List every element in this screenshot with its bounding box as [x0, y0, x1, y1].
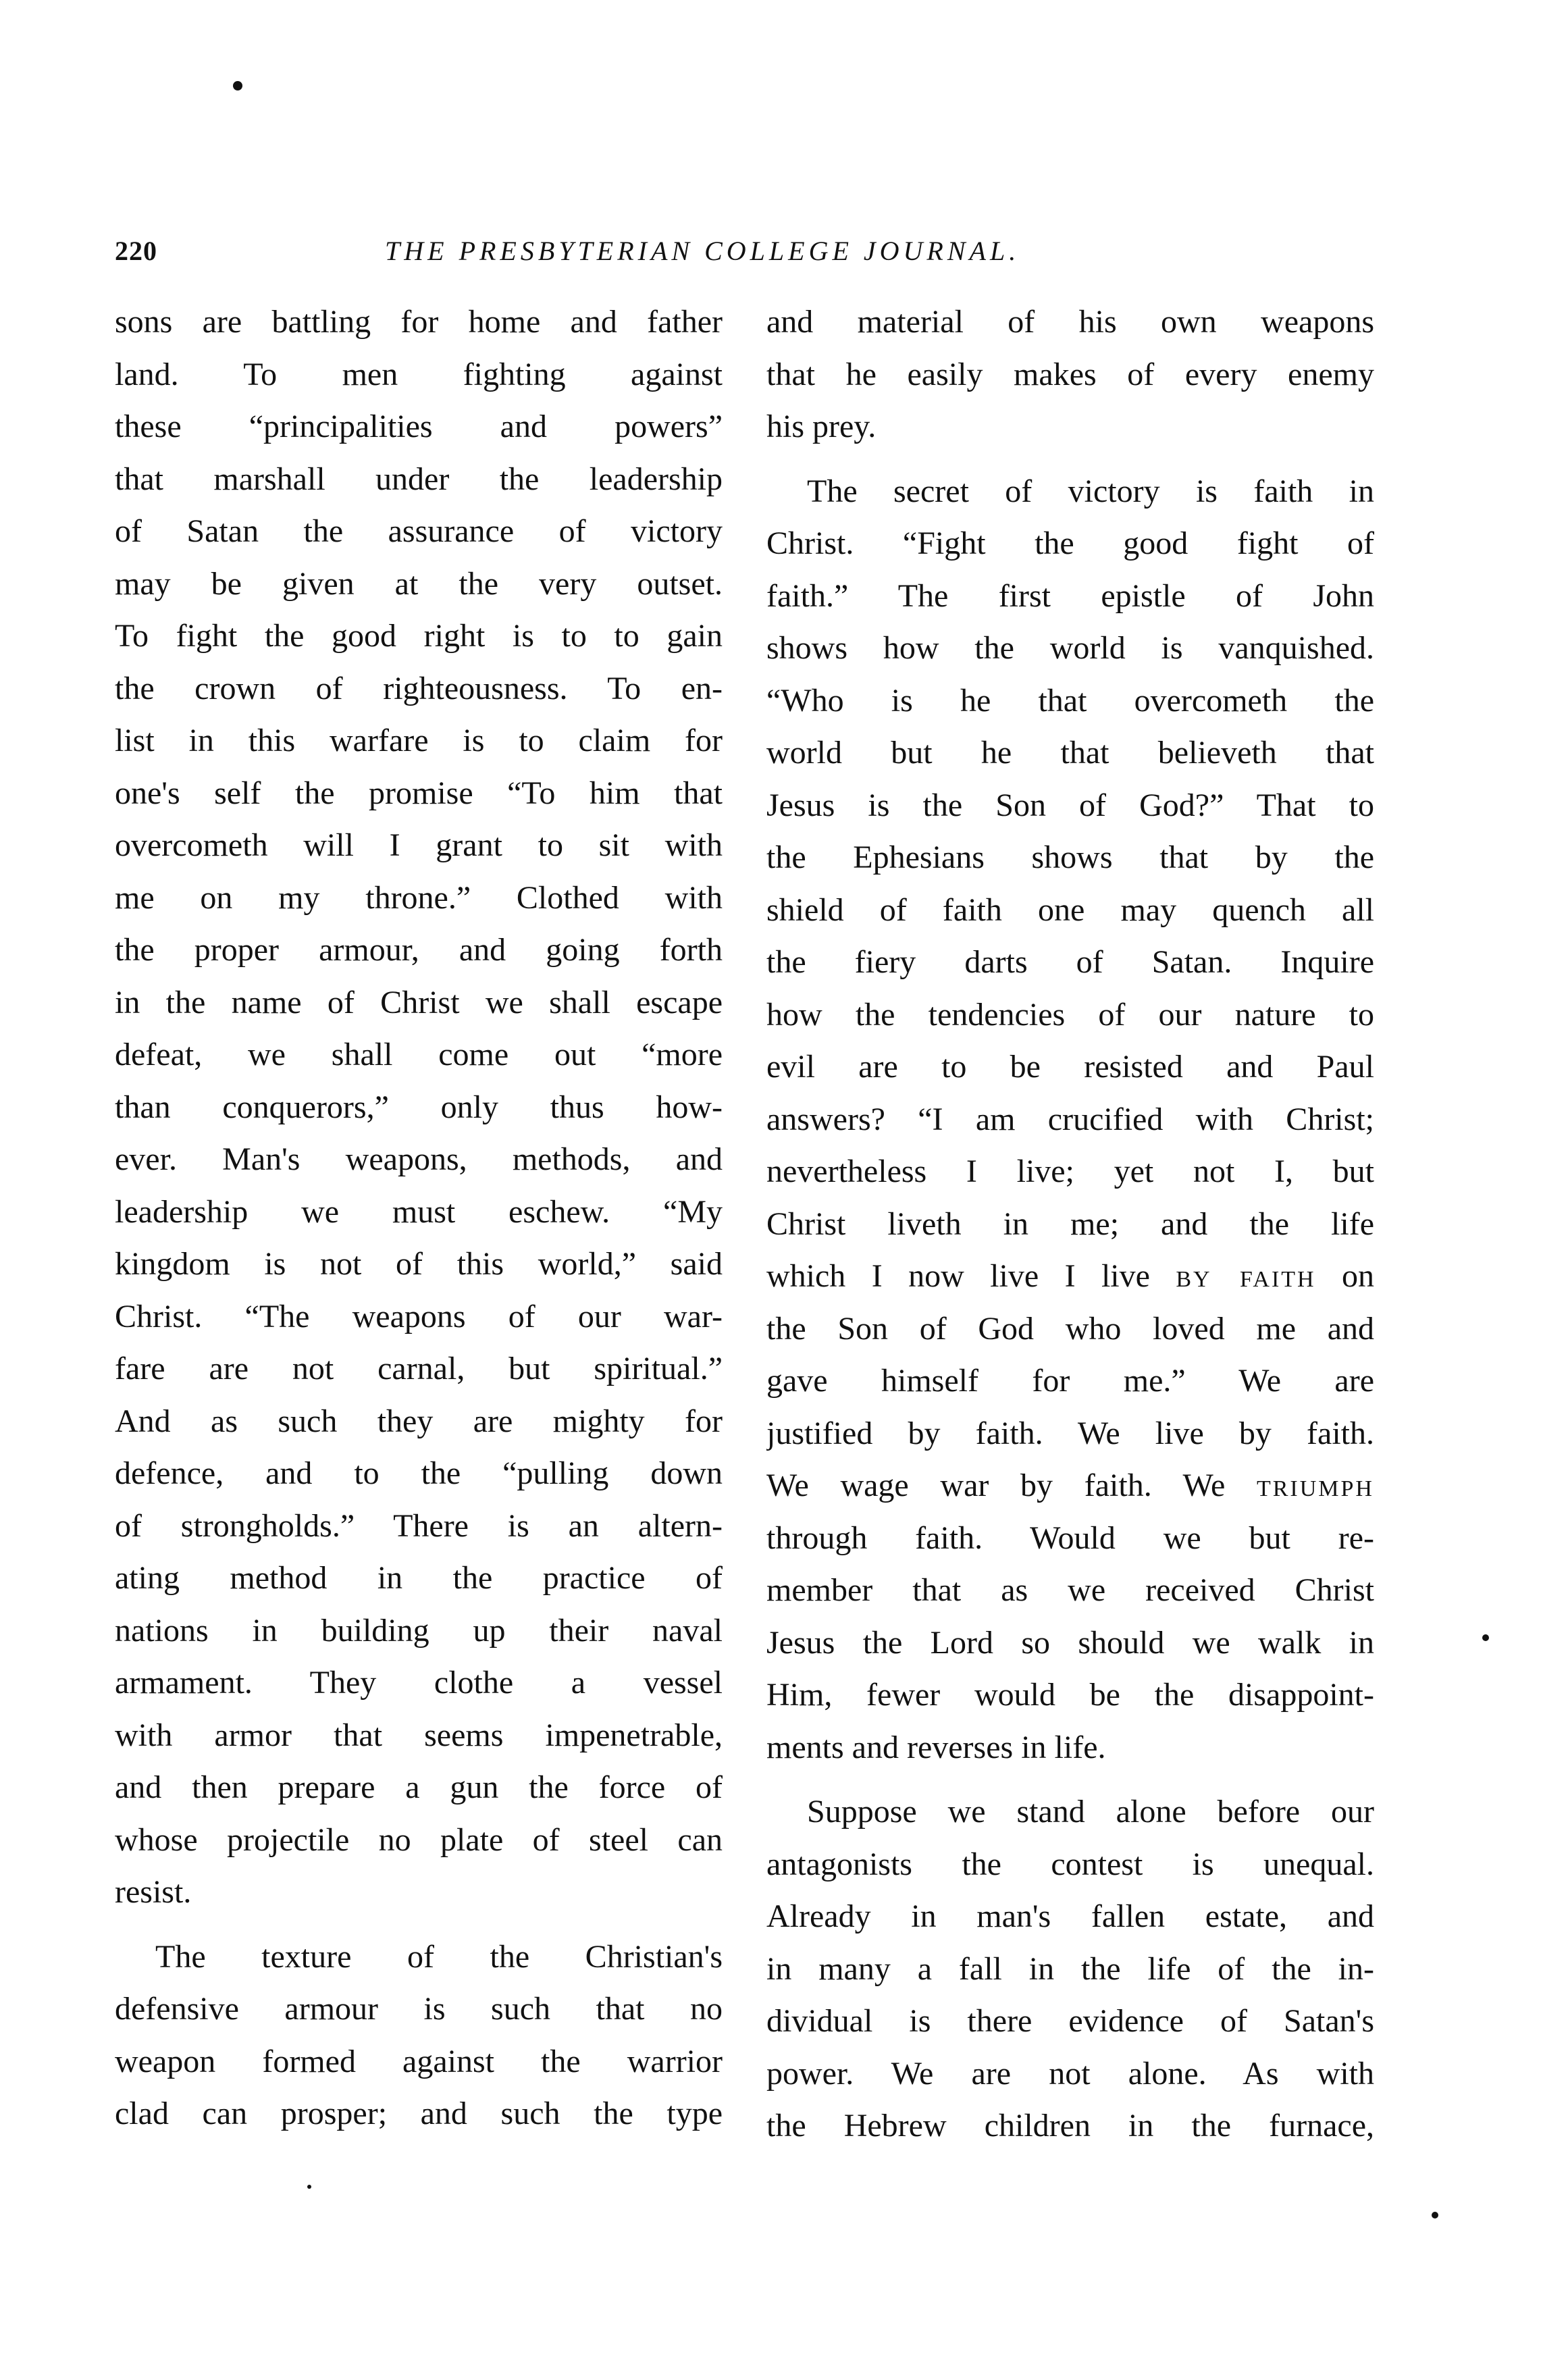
text-line: dividual is there evidence of Satan's	[766, 2003, 1374, 2039]
text-line: whose projectile no plate of steel can	[115, 1821, 723, 1858]
text-line: weapon formed against the warrior	[115, 2043, 723, 2079]
text-line: antagonists the contest is unequal.	[766, 1846, 1374, 1882]
text-line: overcometh will I grant to sit with	[115, 827, 723, 863]
left-column	[115, 296, 723, 2140]
text-line: these “principalities and powers”	[115, 409, 723, 444]
text-line: gave himself for me.” We are	[766, 1363, 1374, 1399]
text-line: in many a fall in the life of the in-	[766, 1950, 1374, 1987]
ink-speck	[1482, 1634, 1489, 1641]
text-line: justified by faith. We live by faith.	[766, 1415, 1374, 1451]
text-line: We wage war by faith. We triumph	[766, 1468, 1374, 1503]
text-line: Christ. “The weapons of our war-	[115, 1298, 723, 1334]
paragraph-gap	[766, 453, 1374, 465]
running-head: THE PRESBYTERIAN COLLEGE JOURNAL.	[385, 236, 1020, 266]
text-line: in the name of Christ we shall escape	[115, 984, 723, 1020]
text-line: And as such they are mighty for	[115, 1403, 723, 1439]
text-line: clad can prosper; and such the type	[115, 2096, 723, 2131]
text-line: one's self the promise “To him that	[115, 775, 723, 811]
text-line: the proper armour, and going forth	[115, 932, 723, 968]
text-line: answers? “I am crucified with Christ;	[766, 1101, 1374, 1137]
paragraph-gap	[766, 1773, 1374, 1786]
text-line: Him, fewer would be the disappoint-	[766, 1677, 1374, 1713]
text-line: kingdom is not of this world,” said	[115, 1246, 723, 1282]
text-line: ever. Man's weapons, methods, and	[115, 1141, 723, 1177]
text-line: the Son of God who loved me and	[766, 1310, 1374, 1347]
text-line: “Who is he that overcometh the	[766, 682, 1374, 719]
text-line: The secret of victory is faith in	[807, 473, 1374, 509]
text-line: Suppose we stand alone before our	[807, 1794, 1374, 1830]
text-line: and material of his own weapons	[766, 304, 1374, 340]
text-line: than conquerors,” only thus how-	[115, 1089, 723, 1125]
text-line: evil are to be resisted and Paul	[766, 1049, 1374, 1085]
text-line: power. We are not alone. As with	[766, 2055, 1374, 2092]
text-line: Christ. “Fight the good fight of	[766, 525, 1374, 561]
ink-speck	[233, 81, 242, 90]
text-line: ments and reverses in life.	[766, 1729, 1106, 1765]
text-line: To fight the good right is to to gain	[115, 618, 723, 654]
text-line: shows how the world is vanquished.	[766, 630, 1374, 666]
text-line: the Ephesians shows that by the	[766, 839, 1374, 875]
text-line: the crown of righteousness. To en-	[115, 670, 723, 706]
text-line: faith.” The first epistle of John	[766, 577, 1374, 614]
text-line: the fiery darts of Satan. Inquire	[766, 944, 1374, 980]
text-line: that marshall under the leadership	[115, 461, 723, 497]
page-number: 220	[115, 236, 157, 266]
text-line: defence, and to the “pulling down	[115, 1455, 723, 1491]
right-column	[766, 296, 1374, 2152]
text-line: leadership we must eschew. “My	[115, 1193, 723, 1230]
text-line: member that as we received Christ	[766, 1572, 1374, 1608]
text-line: through faith. Would we but re-	[766, 1520, 1374, 1556]
text-line: of Satan the assurance of victory	[115, 513, 723, 549]
small-caps-text: by faith	[1176, 1258, 1316, 1294]
text-line: land. To men fighting against	[115, 356, 723, 392]
text-line: shield of faith one may quench all	[766, 891, 1374, 928]
text-line: Christ liveth in me; and the life	[766, 1205, 1374, 1242]
paragraph-gap	[115, 1919, 723, 1931]
text-line: nations in building up their naval	[115, 1612, 723, 1649]
text-line: defensive armour is such that no	[115, 1991, 723, 2027]
text-line: how the tendencies of our nature to	[766, 996, 1374, 1033]
text-line: defeat, we shall come out “more	[115, 1037, 723, 1072]
text-line: list in this warfare is to claim for	[115, 723, 723, 758]
text-line: Already in man's fallen estate, and	[766, 1898, 1374, 1934]
text-line: The texture of the Christian's	[155, 1938, 723, 1975]
text-line: and then prepare a gun the force of	[115, 1769, 723, 1805]
text-line: of strongholds.” There is an altern-	[115, 1507, 723, 1544]
page-header	[115, 235, 1371, 276]
text-line: fare are not carnal, but spiritual.”	[115, 1351, 723, 1386]
text-line: nevertheless I live; yet not I, but	[766, 1153, 1374, 1189]
text-line: me on my throne.” Clothed with	[115, 879, 723, 916]
small-caps-text: triumph	[1256, 1468, 1374, 1503]
ink-speck	[307, 2185, 311, 2189]
text-line: world but he that believeth that	[766, 735, 1374, 771]
text-line: may be given at the very outset.	[115, 565, 723, 602]
text-line: ating method in the practice of	[115, 1560, 723, 1596]
text-line: the Hebrew children in the furnace,	[766, 2108, 1374, 2144]
text-line: Jesus the Lord so should we walk in	[766, 1624, 1374, 1661]
text-line: sons are battling for home and father	[115, 304, 723, 340]
text-line: Jesus is the Son of God?” That to	[766, 787, 1374, 823]
text-line: that he easily makes of every enemy	[766, 356, 1374, 392]
text-line: resist.	[115, 1874, 192, 1910]
text-line: armament. They clothe a vessel	[115, 1665, 723, 1701]
text-line: his prey.	[766, 409, 877, 444]
text-line: with armor that seems impenetrable,	[115, 1717, 723, 1753]
text-line: which I now live I live by faith on	[766, 1258, 1374, 1294]
ink-speck	[1432, 2212, 1438, 2219]
